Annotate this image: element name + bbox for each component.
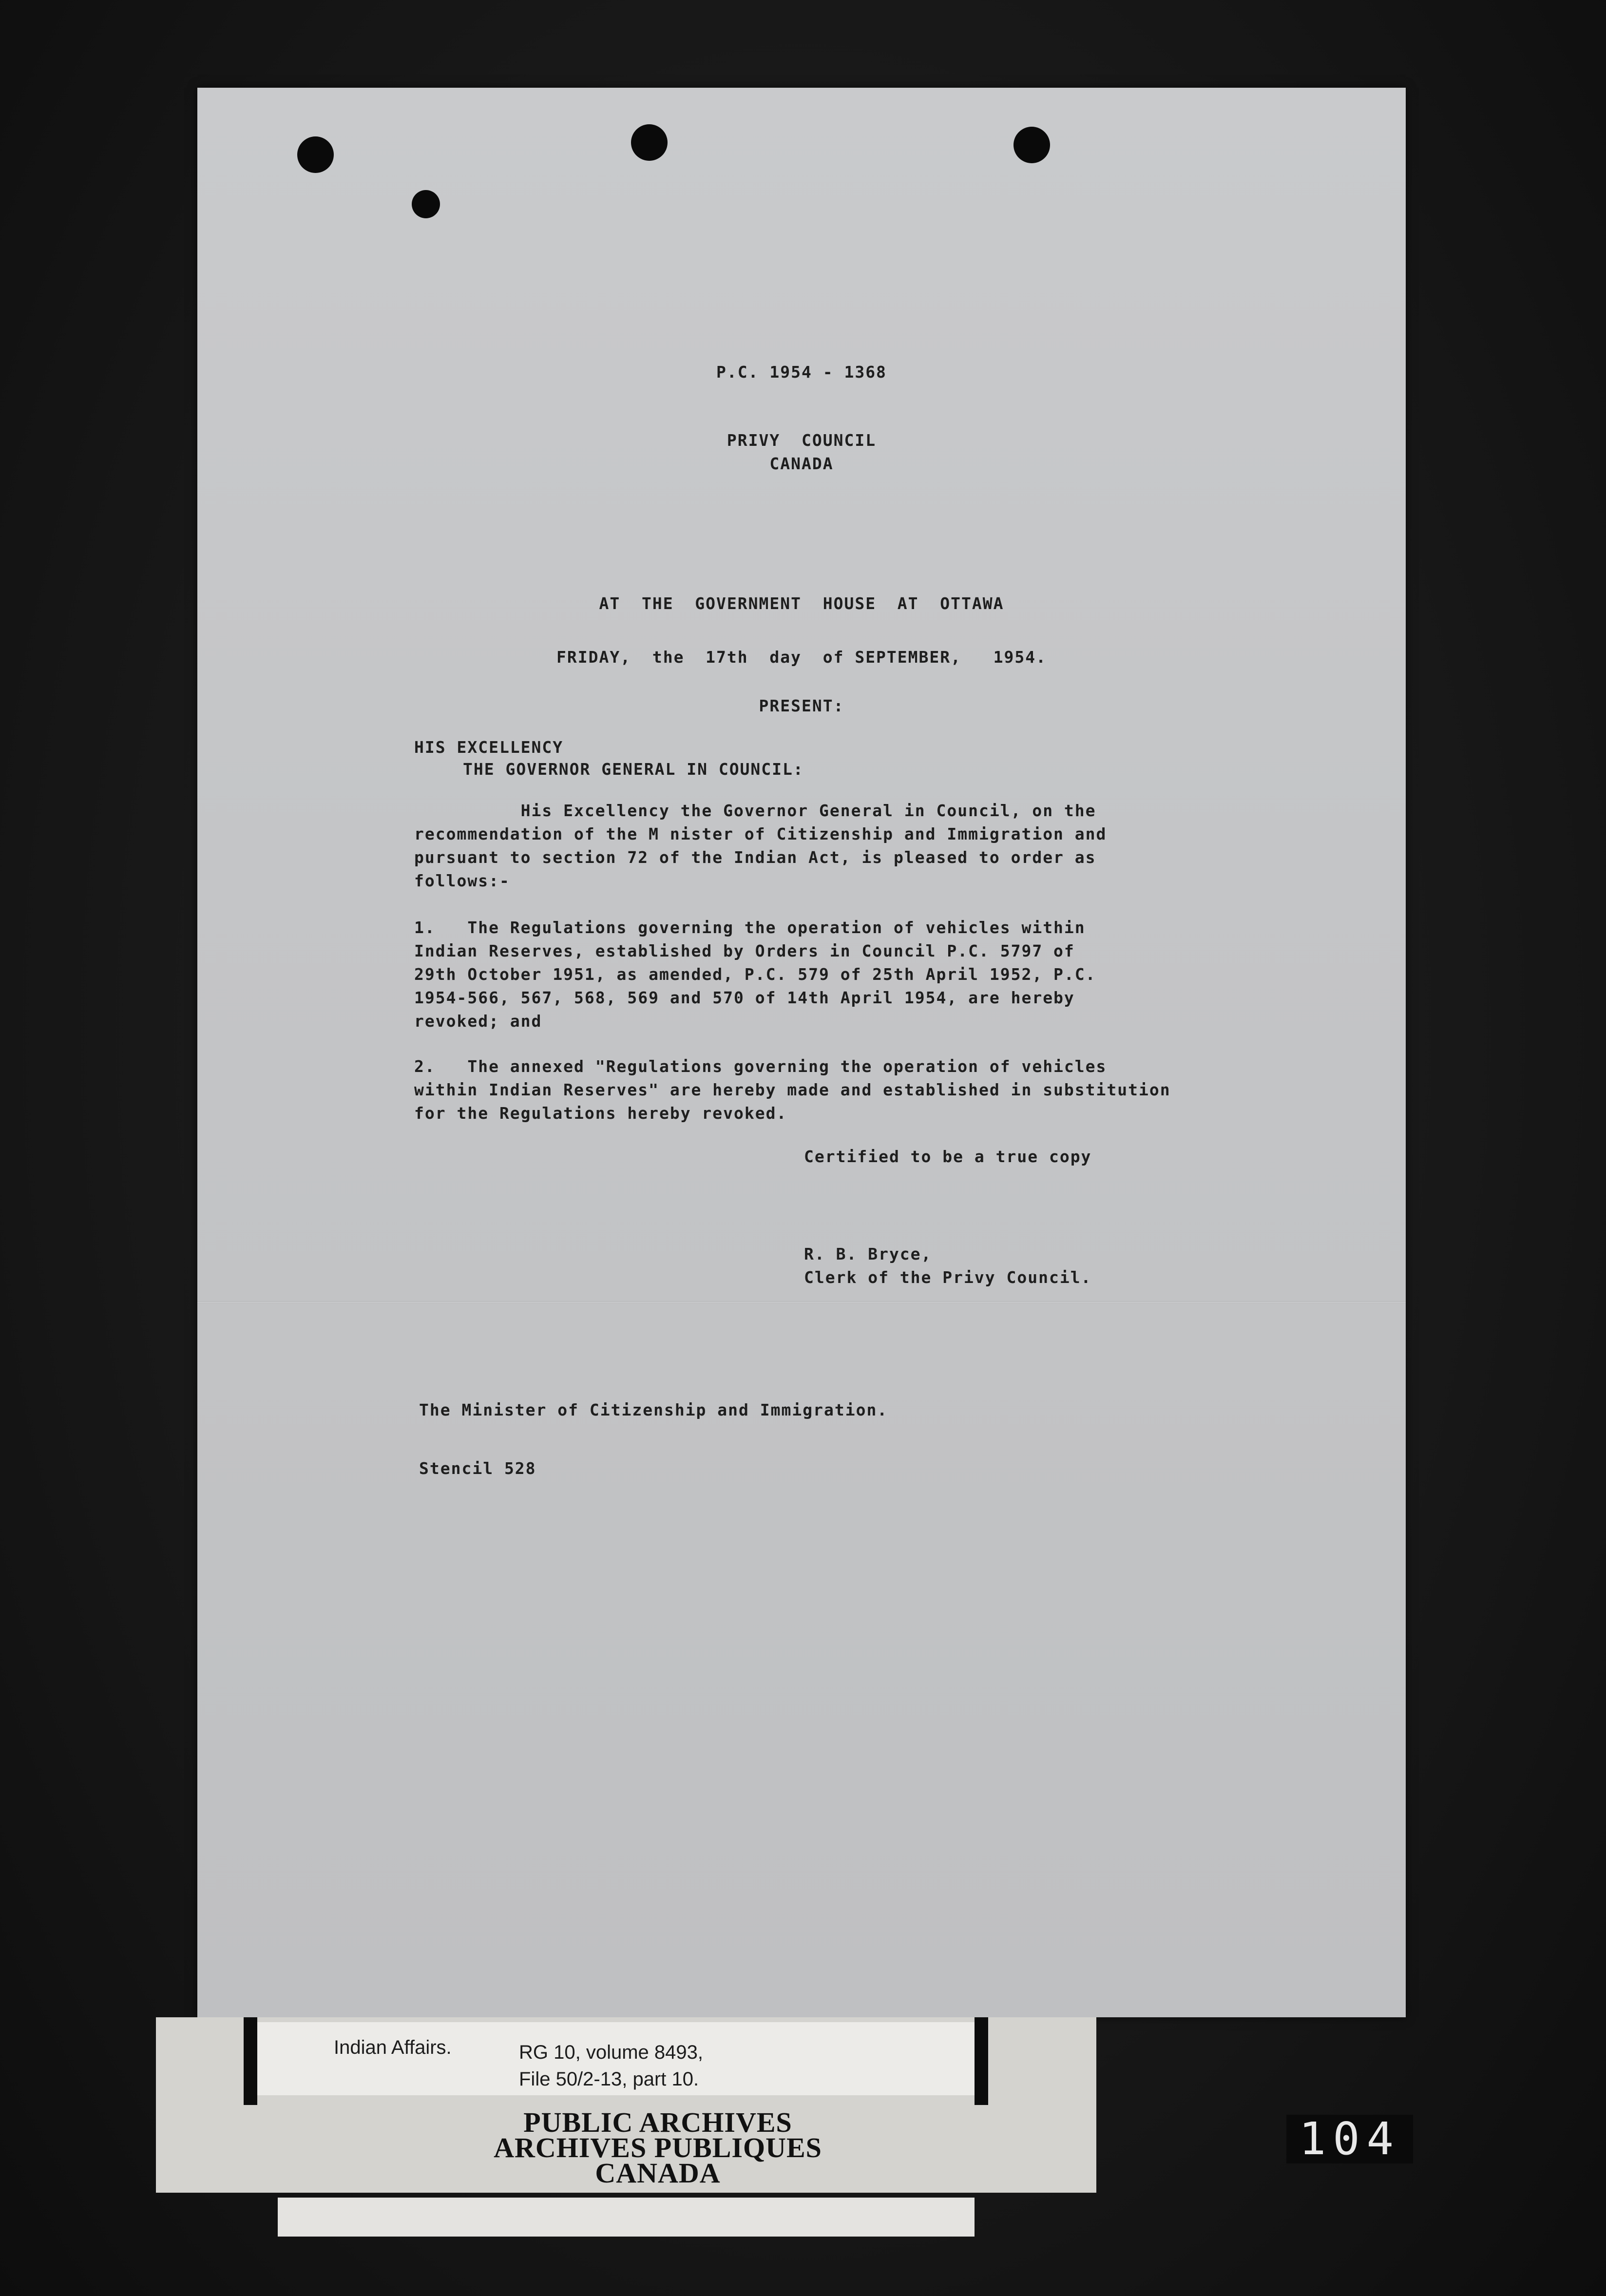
meeting-location: AT THE GOVERNMENT HOUSE AT OTTAWA <box>599 594 1004 613</box>
addressee-line: The Minister of Citizenship and Immigration. <box>419 1400 888 1419</box>
excellency-title: HIS EXCELLENCY <box>414 738 564 757</box>
signatory-title: Clerk of the Privy Council. <box>804 1268 1092 1287</box>
archive-reference-line2: File 50/2-13, part 10. <box>519 2068 699 2090</box>
order-number: P.C. 1954 - 1368 <box>716 363 887 382</box>
punch-hole-icon <box>1013 127 1050 163</box>
page-fold-line <box>197 1301 1406 1304</box>
stamp-line-country: CANADA <box>595 2157 721 2189</box>
microfilm-frame-number: 104 <box>1286 2115 1413 2163</box>
preamble-paragraph: His Excellency the Governor General in Council, on the recommendation of the M nister of Citizenship and Immigration and pursuant to section 72 of the Indian Act, is pleased to order as follows:- <box>414 801 1107 890</box>
present-heading: PRESENT: <box>759 696 844 715</box>
stencil-number: Stencil 528 <box>419 1459 536 1478</box>
certification-note: Certified to be a true copy <box>804 1147 1092 1166</box>
label-clip-left <box>244 2017 257 2105</box>
council-title: PRIVY COUNCIL <box>727 431 877 450</box>
stamp-line-english: PUBLIC ARCHIVES <box>523 2106 792 2138</box>
meeting-date: FRIDAY, the 17th day of SEPTEMBER, 1954. <box>556 648 1047 667</box>
order-item-1: 1. The Regulations governing the operation of vehicles within Indian Reserves, established by Orders in Council P.C. 5797 of 29th October 1951, as amended, P.C. 579 of 25th April 1952, P.C. 1954-566, 567, 568, 569 and 570 of 14th April 1954, are hereby revoked; and <box>414 918 1096 1031</box>
archive-reference-line1: RG 10, volume 8493, <box>519 2042 703 2063</box>
punch-hole-icon <box>412 190 440 218</box>
punch-hole-icon <box>297 136 334 173</box>
archive-label-bottom-edge <box>278 2198 975 2237</box>
archive-department: Indian Affairs. <box>334 2037 452 2058</box>
document-page <box>197 88 1406 2017</box>
signatory-name: R. B. Bryce, <box>804 1244 932 1263</box>
governor-general-title: THE GOVERNOR GENERAL IN COUNCIL: <box>463 760 804 779</box>
public-archives-stamp <box>414 2106 901 2189</box>
label-clip-right <box>975 2017 988 2105</box>
council-country: CANADA <box>769 454 834 473</box>
order-item-2: 2. The annexed "Regulations governing the operation of vehicles within Indian Reserves" are hereby made and established in substitution for the Regulations hereby revoked. <box>414 1057 1171 1123</box>
punch-hole-icon <box>631 124 668 161</box>
stamp-line-french: ARCHIVES PUBLIQUES <box>494 2132 822 2163</box>
